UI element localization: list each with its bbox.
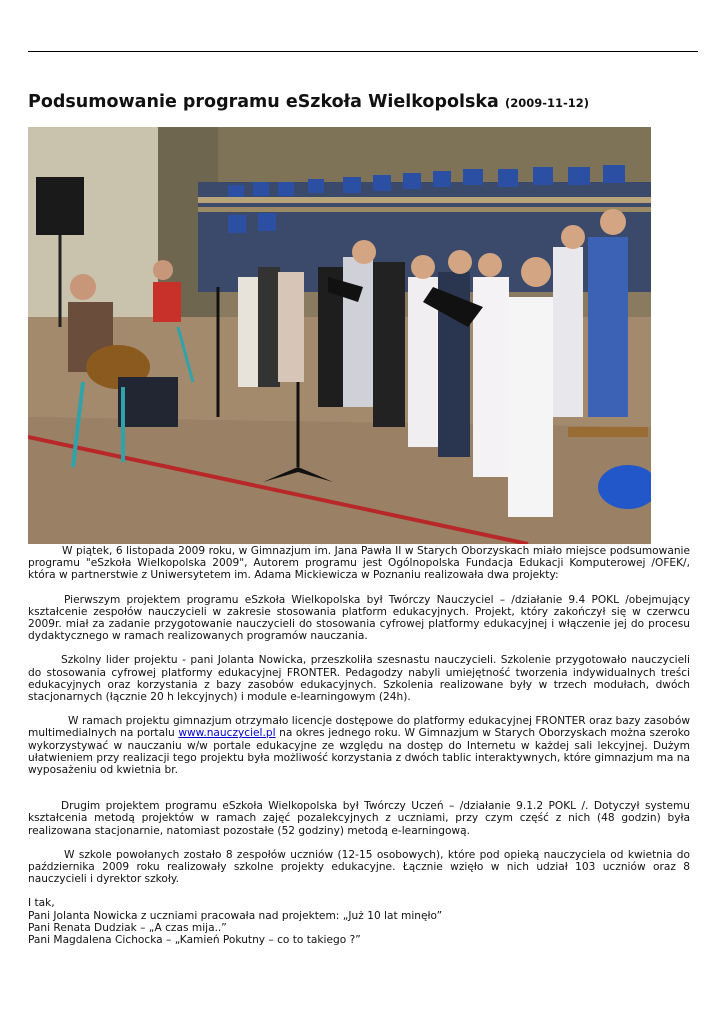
project-list	[28, 897, 690, 946]
paragraph: W szkole powołanych zostało 8 zespołów uczniów (12-15 osobowych), które pod opieką nauczyciela od kwietnia do października 2009 roku realizowały szkolne projekty edukacyjne. Łącznie wzięło w nich udział 103 uczniów oraz 8 nauczycieli i dyrektor szkoły.	[28, 848, 690, 886]
list-item: Pani Renata Dudziak – „A czas mija..”	[28, 921, 227, 934]
paragraph: Szkolny lider projektu - pani Jolanta Nowicka, przeszkoliła szesnastu nauczycieli. Szkolenie przygotowało nauczycieli do stosowania cyfrowej platformy edukacyjnej FRONTER. Pedagodzy nabyli umiejętność tworzenia indywidualnych treści edukacyjnych oraz korzystania z bazy zasobów edukacyjnych. Szkolenia realizowane były w trzech modułach, dwóch stacjonarnych (łącznie 20 h lekcyjnych) i module e-learningowym (24h).	[28, 654, 690, 704]
list-item: Pani Magdalena Cichocka – „Kamień Pokutny – co to takiego ?”	[28, 934, 361, 947]
paragraph-text: W ramach projektu gimnazjum otrzymało licencje dostępowe do platformy edukacyjnej FRONTER oraz bazy zasobów multimedialnych na portalu	[28, 715, 690, 740]
article-body	[28, 545, 690, 946]
nauczyciel-link[interactable]: www.nauczyciel.pl	[178, 727, 276, 740]
paragraph: Drugim projektem programu eSzkoła Wielkopolska był Twórczy Uczeń – /działanie 9.1.2 POKL /. Dotyczył systemu kształcenia metodą projektów w ramach zajęć pozalekcyjnych z uczniami, przy czym część z nich (48 godzin) była realizowana stacjonarnie, natomiast pozostałe (52 godziny) metodą e-learningową.	[28, 800, 690, 837]
top-divider	[28, 51, 698, 52]
paragraph: W piątek, 6 listopada 2009 roku, w Gimnazjum im. Jana Pawła II w Starych Oborzyskach miało miejsce podsumowanie programu "eSzkoła Wielkopolska 2009", Autorem programu jest Ogólnopolska Fundacja Edukacji Komputerowej /OFEK/, która w partnerstwie z Uniwersytetem im. Adama Mickiewicza w Poznaniu realizowała dwa projekty:	[28, 545, 690, 582]
photo-choir-performance	[28, 127, 651, 544]
page-title	[28, 92, 589, 112]
paragraph: Pierwszym projektem programu eSzkoła Wielkopolska był Twórczy Nauczyciel – /działanie 9.4 POKL /obejmujący kształcenie zespołów nauczycieli w zakresie stosowania platform edukacyjnych. Projekt, który zakończył się w czerwcu 2009r. miał za zadanie przygotowanie nauczycieli do stosowania cyfrowej platformy edukacyjnej i włączenie jej do procesu dydaktycznego w ramach realizowanych programów nauczania.	[28, 593, 690, 643]
paragraph-text: na okres jednego roku. W Gimnazjum w Starych Oborzyskach można szeroko wykorzystywać w nauczaniu w/w portale edukacyjne ze względu na dostęp do Internetu w każdej sali lekcyjnej. Dużym ułatwieniem przy realizacji tego projektu była możliwość korzystania z dwóch tablic interaktywnych, które gimnazjum ma na wyposażeniu od kwietnia br.	[28, 727, 690, 777]
page-title-text: Podsumowanie programu eSzkoła Wielkopolska	[28, 92, 499, 112]
list-item: Pani Jolanta Nowicka z uczniami pracowała nad projektem: „Już 10 lat minęło”	[28, 909, 443, 922]
choir-photo	[28, 127, 651, 544]
paragraph	[28, 715, 690, 776]
list-item: I tak,	[28, 897, 55, 910]
page-date: (2009-11-12)	[504, 96, 590, 110]
